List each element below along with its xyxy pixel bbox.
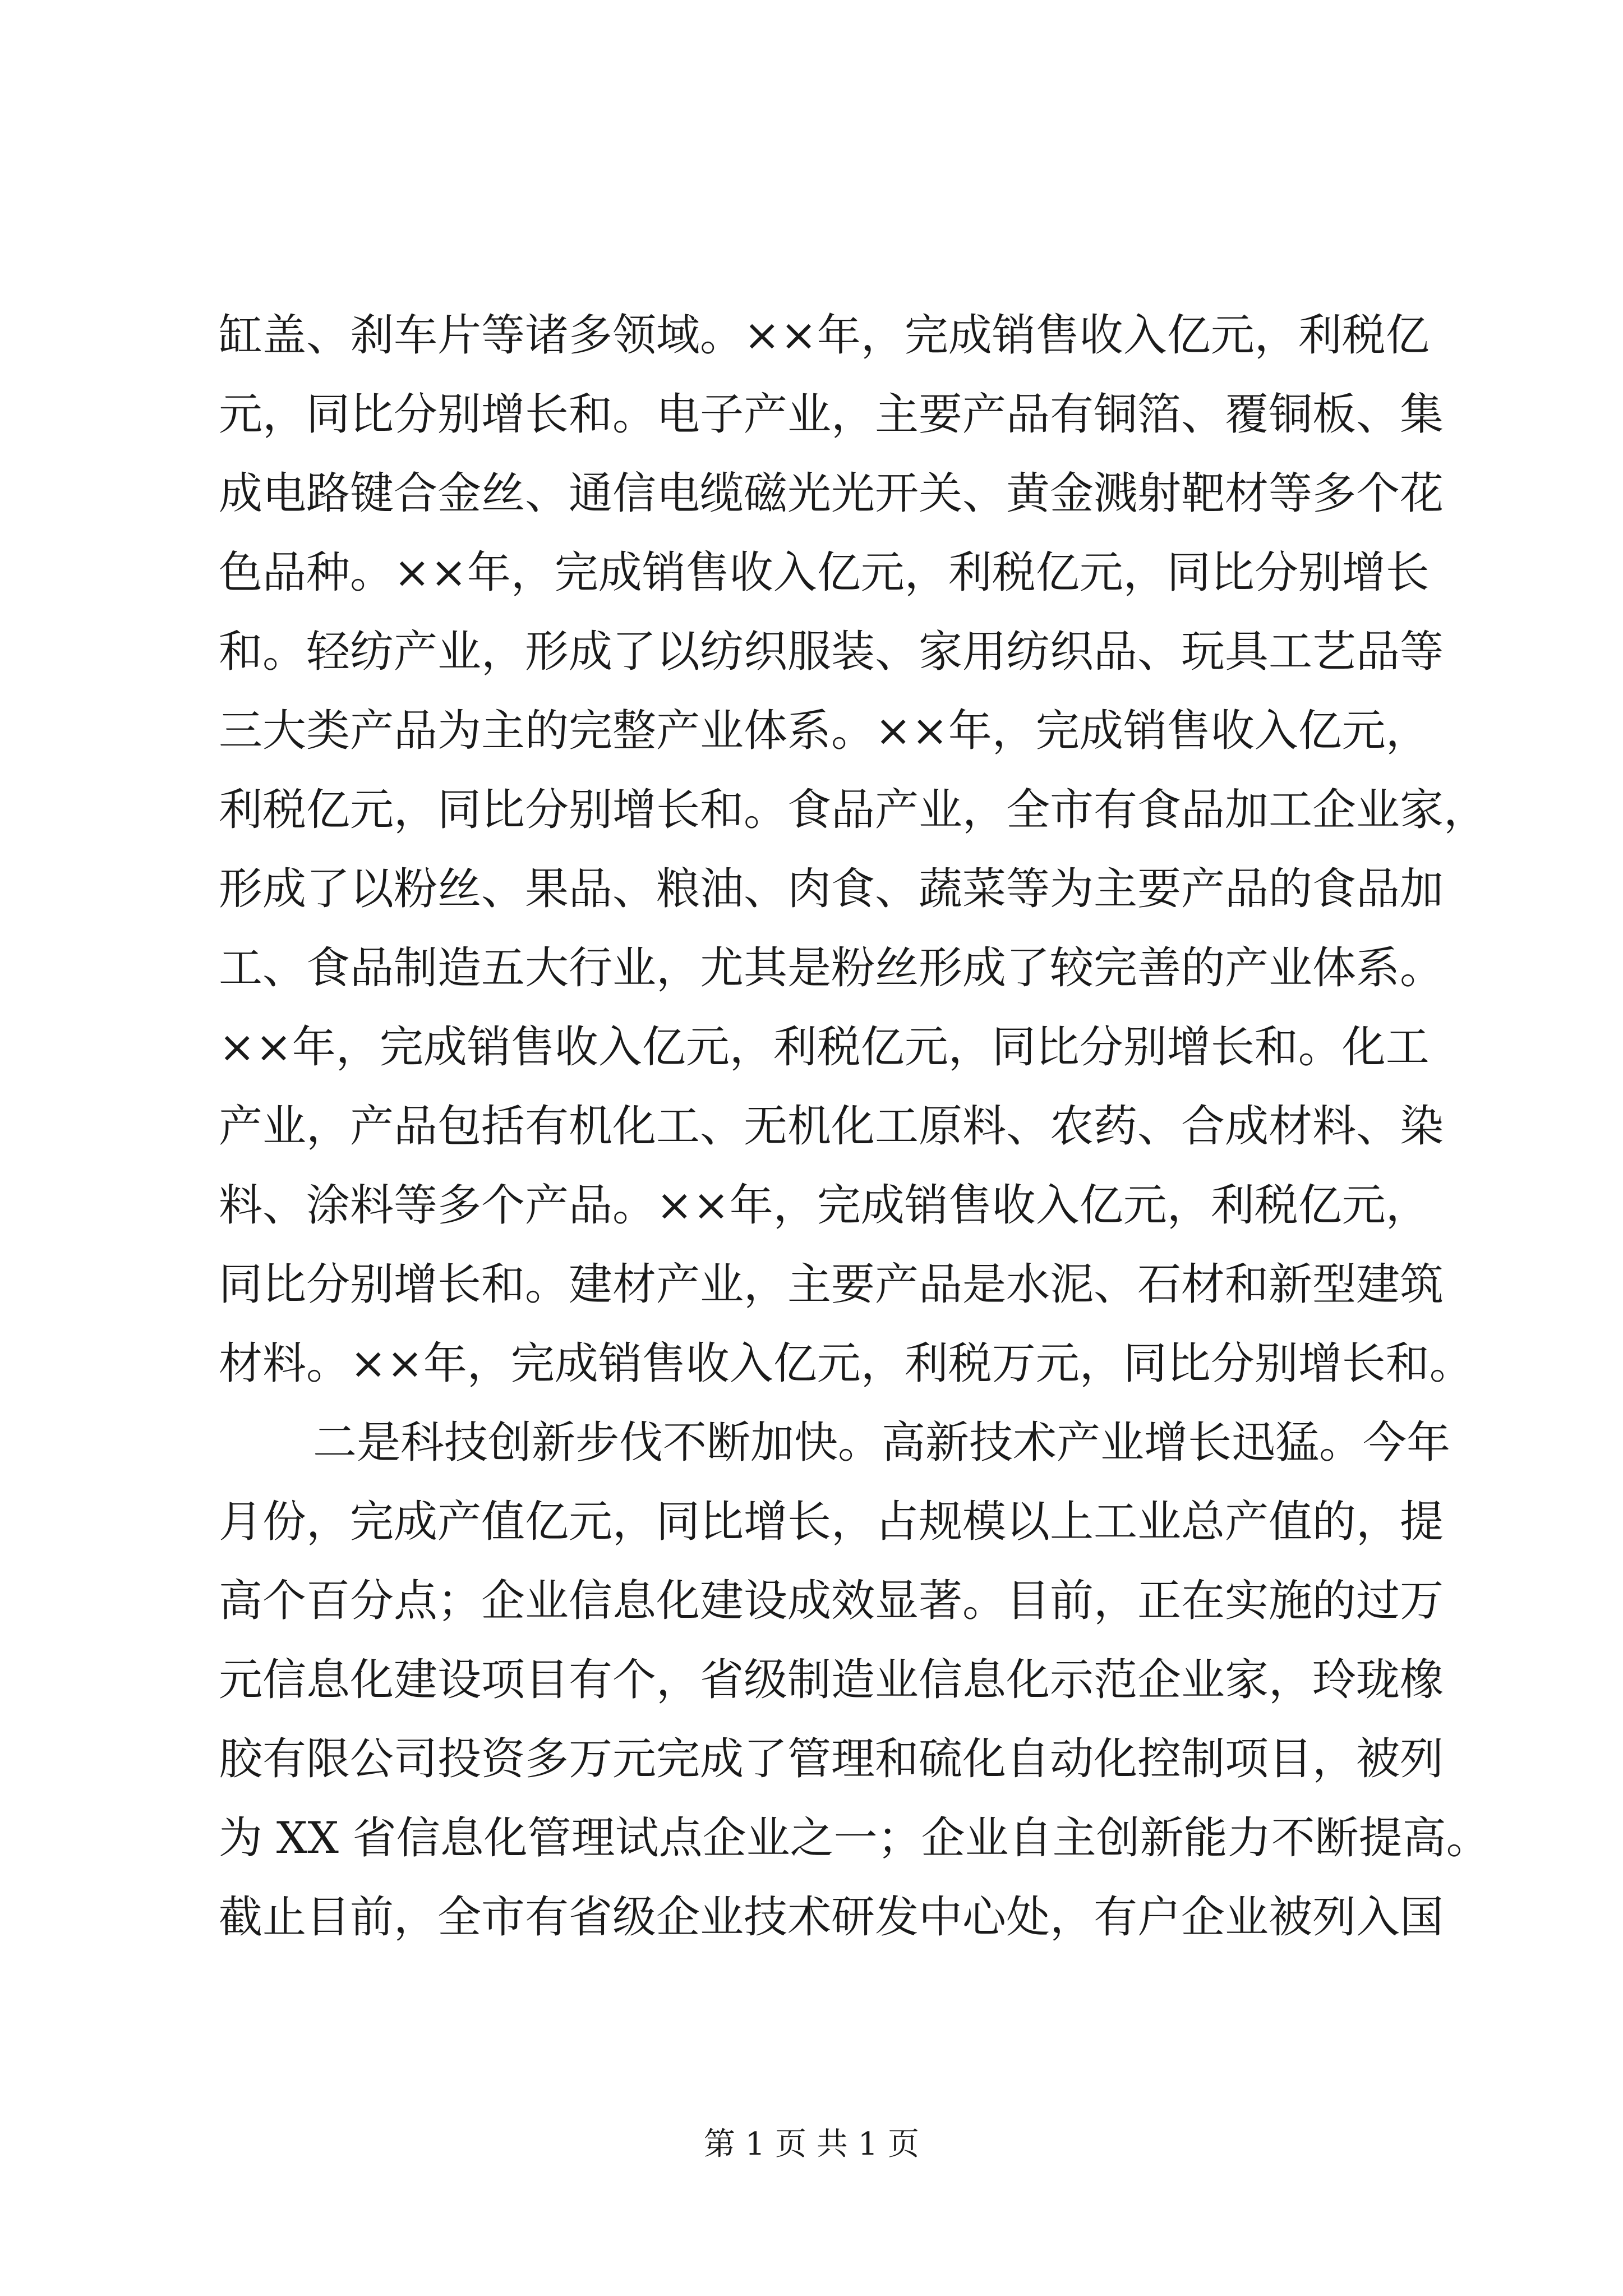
- text-line: 为 XX 省信息化管理试点企业之一；企业自主创新能力不断提高。: [219, 1813, 1490, 1864]
- text-line: 工、食品制造五大行业，尤其是粉丝形成了较完善的产业体系。: [219, 943, 1444, 993]
- text-line: 月份，完成产值亿元，同比增长，占规模以上工业总产值的，提: [219, 1497, 1444, 1547]
- text-line: 材料。××年，完成销售收入亿元，利税万元，同比分别增长和。: [219, 1338, 1473, 1389]
- text-line: 元信息化建设项目有个，省级制造业信息化示范企业家，玲珑橡: [219, 1655, 1444, 1705]
- text-line: 色品种。××年，完成销售收入亿元，利税亿元，同比分别增长: [219, 547, 1430, 598]
- page-number: 第 1 页 共 1 页: [703, 2126, 920, 2162]
- text-line: 胶有限公司投资多万元完成了管理和硫化自动化控制项目，被列: [219, 1734, 1444, 1784]
- text-line: 成电路键合金丝、通信电缆磁光光开关、黄金溅射靶材等多个花: [219, 468, 1444, 519]
- text-line: 截止目前，全市有省级企业技术研发中心处，有户企业被列入国: [219, 1892, 1444, 1943]
- text-line: 和。轻纺产业，形成了以纺织服装、家用纺织品、玩具工艺品等: [219, 627, 1444, 677]
- text-line: 高个百分点；企业信息化建设成效显著。目前，正在实施的过万: [219, 1576, 1444, 1626]
- text-line: 元，同比分别增长和。电子产业，主要产品有铜箔、覆铜板、集: [219, 389, 1444, 440]
- page-footer: [0, 2125, 1623, 2164]
- text-line: 同比分别增长和。建材产业，主要产品是水泥、石材和新型建筑: [219, 1259, 1444, 1310]
- text-line: 缸盖、刹车片等诸多领域。××年，完成销售收入亿元，利税亿: [219, 310, 1430, 361]
- text-line: ××年，完成销售收入亿元，利税亿元，同比分别增长和。化工: [219, 1022, 1430, 1073]
- text-line: 料、涂料等多个产品。××年，完成销售收入亿元，利税亿元，: [219, 1180, 1430, 1231]
- text-line: 三大类产品为主的完整产业体系。××年，完成销售收入亿元，: [219, 706, 1430, 756]
- text-line: 产业，产品包括有机化工、无机化工原料、农药、合成材料、染: [219, 1101, 1444, 1152]
- paragraph-first-line: 二是科技创新步伐不断加快。高新技术产业增长迅猛。今年: [313, 1418, 1451, 1468]
- text-line: 形成了以粉丝、果品、粮油、肉食、蔬菜等为主要产品的食品加: [219, 864, 1444, 914]
- body-text: [219, 296, 1490, 1957]
- text-line: 利税亿元，同比分别增长和。食品产业，全市有食品加工企业家，: [219, 785, 1488, 835]
